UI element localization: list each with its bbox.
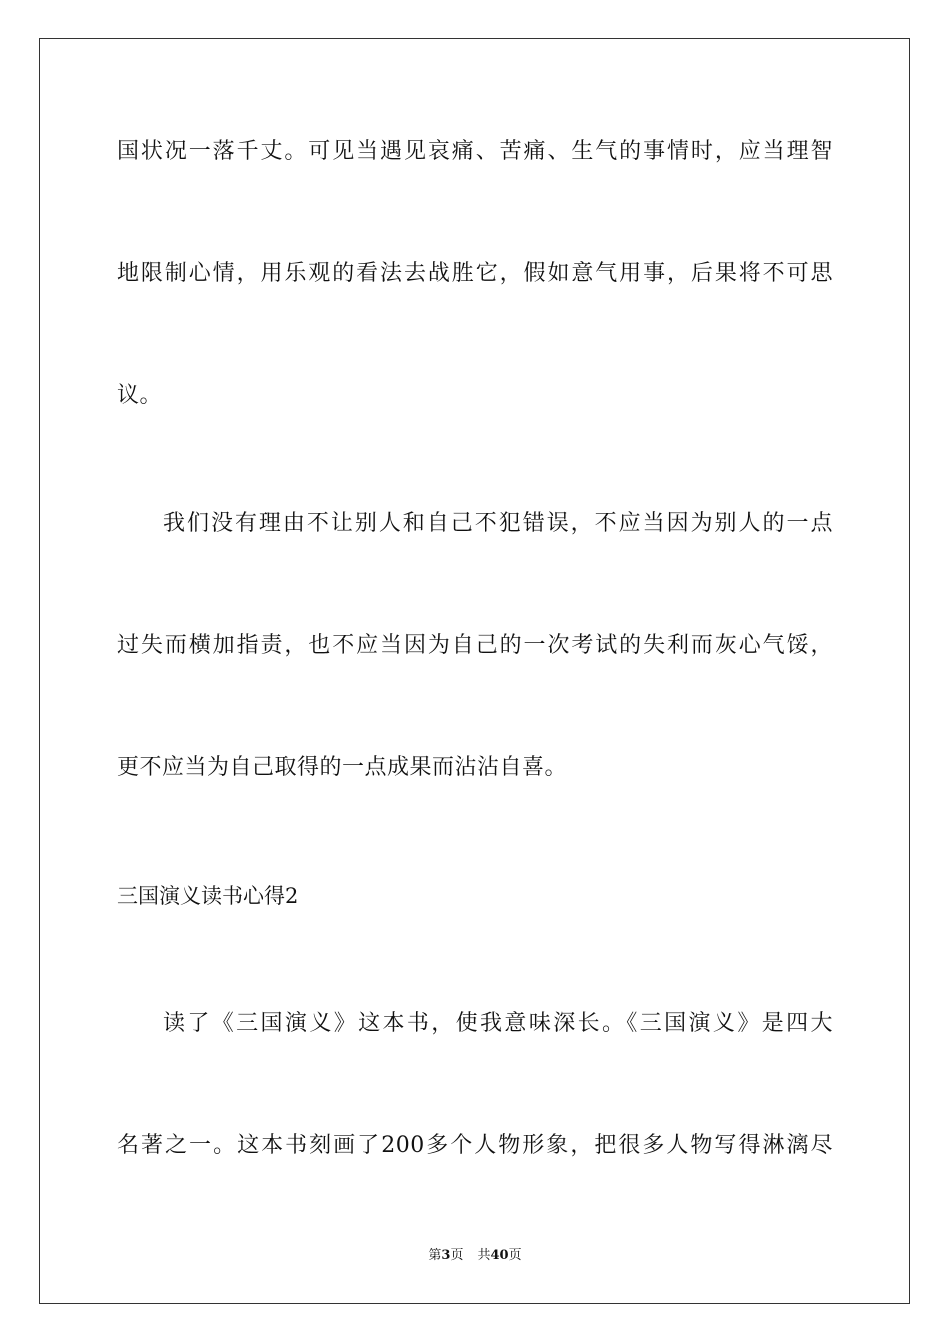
total-suffix: 页	[508, 1248, 522, 1263]
page-frame	[39, 38, 910, 1304]
page-number: 3	[441, 1248, 451, 1263]
paragraph-line: 更不应当为自己取得的一点成果而沾沾自喜。	[117, 755, 568, 780]
page-footer	[0, 1247, 950, 1265]
paragraph-line-indented: 读了《三国演义》这本书，使我意味深长。《三国演义》是四大	[163, 1011, 833, 1036]
page-prefix: 第	[428, 1248, 442, 1263]
page-suffix: 页	[450, 1248, 464, 1263]
paragraph-line: 名著之一。这本书刻画了200多个人物形象，把很多人物写得淋漓尽	[117, 1133, 833, 1158]
total-pages: 40	[490, 1248, 509, 1263]
paragraph-line: 国状况一落千丈。可见当遇见哀痛、苦痛、生气的事情时，应当理智	[117, 139, 833, 164]
section-heading: 三国演义读书心得2	[117, 884, 299, 908]
total-prefix: 共	[477, 1248, 491, 1263]
paragraph-line: 过失而横加指责，也不应当因为自己的一次考试的失利而灰心气馁，	[117, 633, 833, 658]
paragraph-line: 地限制心情，用乐观的看法去战胜它，假如意气用事，后果将不可思	[117, 261, 833, 286]
paragraph-line: 议。	[117, 383, 163, 408]
paragraph-line-indented: 我们没有理由不让别人和自己不犯错误，不应当因为别人的一点	[163, 511, 833, 536]
